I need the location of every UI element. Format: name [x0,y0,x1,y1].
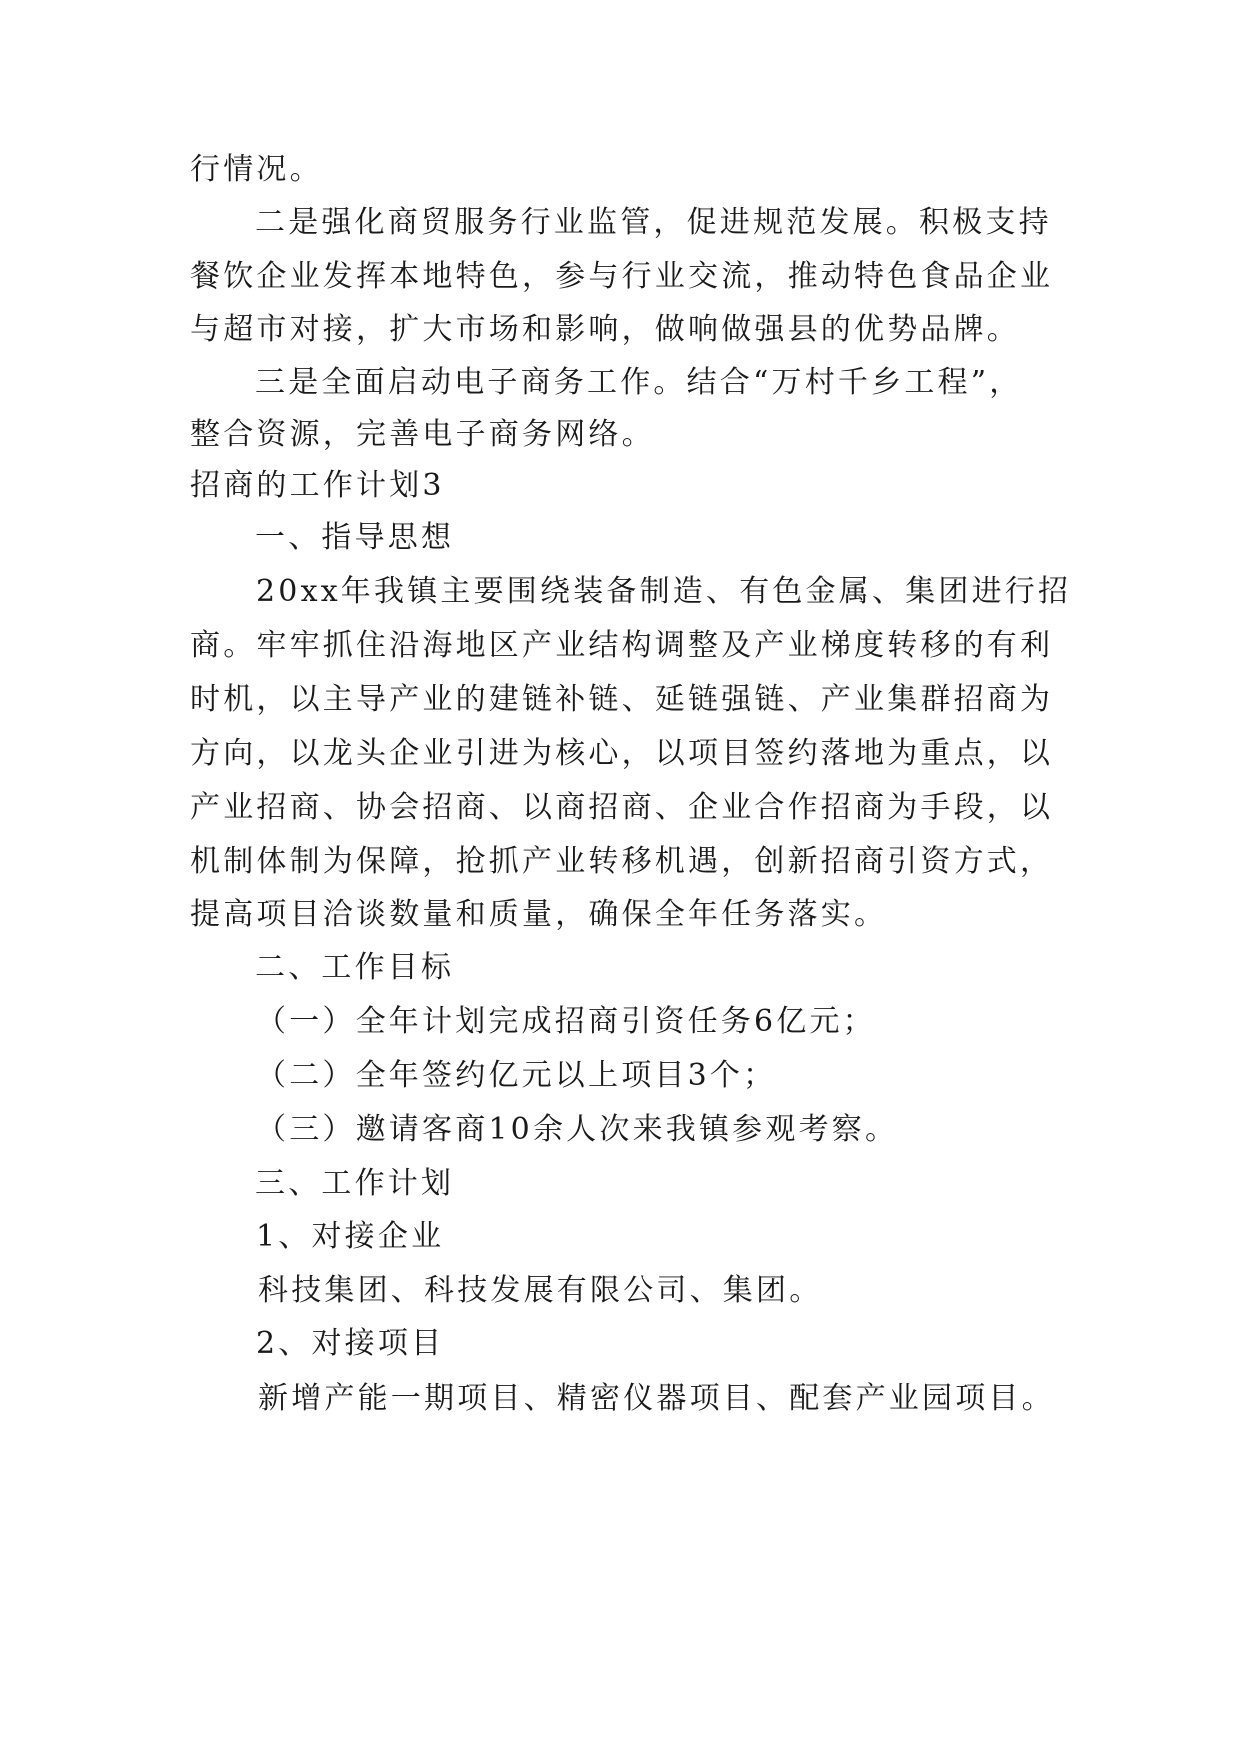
paragraph-line: 与超市对接，扩大市场和影响，做响做强县的优势品牌。 [190,312,1020,347]
paragraph-line: 新增产能一期项目、精密仪器项目、配套产业园项目。 [258,1381,1055,1416]
list-item: （三）邀请客商10余人次来我镇参观考察。 [256,1112,899,1147]
paragraph-line: 整合资源，完善电子商务网络。 [190,417,655,452]
paragraph-line: 餐饮企业发挥本地特色，参与行业交流，推动特色食品企业 [190,259,1054,294]
subsection-heading: 一、指导思想 [255,520,455,555]
paragraph-line: 商。牢牢抓住沿海地区产业结构调整及产业梯度转移的有利 [190,628,1054,663]
paragraph-line: 行情况。 [190,152,323,187]
paragraph-line: 提高项目洽谈数量和质量，确保全年任务落实。 [190,897,888,932]
paragraph-line: 20xx年我镇主要围绕装备制造、有色金属、集团进行招 [256,574,1072,609]
list-item: （一）全年计划完成招商引资任务6亿元； [256,1004,876,1039]
subsection-heading: 二、工作目标 [255,950,455,985]
list-item: （二）全年签约亿元以上项目3个； [256,1058,777,1093]
section-heading: 招商的工作计划3 [190,468,445,503]
numbered-heading: 1、对接企业 [256,1219,445,1254]
paragraph-line: 机制体制为保障，抢抓产业转移机遇，创新招商引资方式， [190,844,1054,879]
paragraph-line: 时机，以主导产业的建链补链、延链强链、产业集群招商为 [190,682,1054,717]
paragraph-line: 科技集团、科技发展有限公司、集团。 [258,1273,823,1308]
paragraph-line: 三是全面启动电子商务工作。结合“万村千乡工程”， [255,365,1023,400]
paragraph-line: 产业招商、协会招商、以商招商、企业合作招商为手段，以 [190,790,1054,825]
paragraph-line: 方向，以龙头企业引进为核心，以项目签约落地为重点，以 [190,736,1054,771]
paragraph-line: 二是强化商贸服务行业监管，促进规范发展。积极支持 [255,205,1052,240]
numbered-heading: 2、对接项目 [256,1326,445,1361]
subsection-heading: 三、工作计划 [255,1166,455,1201]
